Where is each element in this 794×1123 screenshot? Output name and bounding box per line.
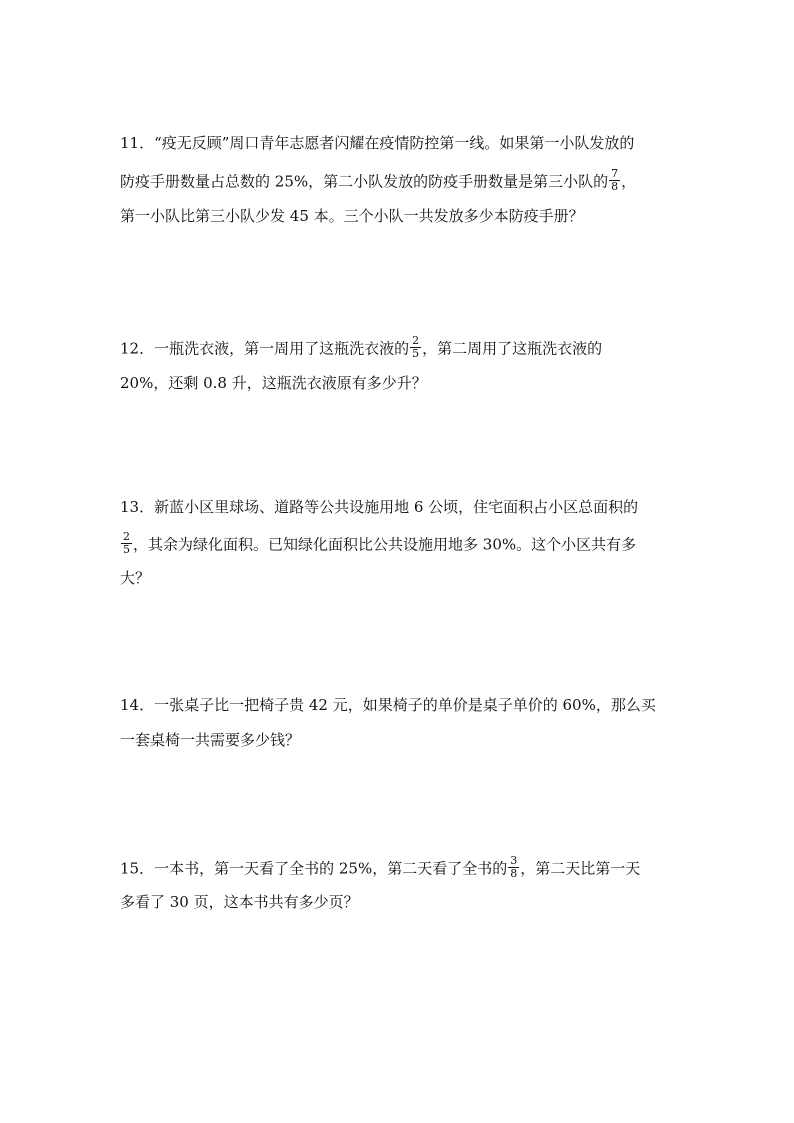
fraction: $\frac{2}{5}$ (123, 530, 130, 556)
question-12-line-1: 12．一瓶洗衣液，第一周用了这瓶洗衣液的 $\frac{2}{5}$ ，第二周用了这瓶洗衣液的 (120, 334, 603, 360)
question-11-line-2: 防疫手册数量占总数的 25%，第二小队发放的防疫手册数量是第三小队的 $\frac{7}{8}$ ， (120, 167, 637, 193)
question-14-line-2: 一套桌椅一共需要多少钱？ (120, 731, 301, 749)
question-number: 12． (120, 339, 155, 358)
question-number: 14． (120, 696, 155, 714)
question-13-line-2: $\frac{2}{5}$ ，其余为绿化面积。已知绿化面积比公共设施用地多 30%。这个小区共有多 (123, 530, 637, 556)
question-number: 15． (120, 859, 155, 878)
fraction: $\frac{2}{5}$ (412, 334, 420, 360)
fraction: $\frac{7}{8}$ (611, 167, 619, 193)
question-15-line-2: 多看了 30 页，这本书共有多少页？ (120, 893, 359, 911)
question-number: 11． (120, 134, 155, 152)
question-13-line-3: 大？ (120, 569, 151, 587)
question-14-line-1: 14．一张桌子比一把椅子贵 42 元，如果椅子的单价是桌子单价的 60%，那么买 (120, 696, 656, 714)
question-15-line-1: 15．一本书，第一天看了全书的 25%，第二天看了全书的 $\frac{3}{8}$ ，第二天比第一天 (120, 854, 641, 880)
fraction: $\frac{3}{8}$ (510, 854, 518, 880)
question-12-line-2: 20%，还剩 0.8 升，这瓶洗衣液原有多少升？ (120, 374, 427, 392)
question-number: 13． (120, 498, 155, 516)
question-11-line-3: 第一小队比第三小队少发 45 本。三个小队一共发放多少本防疫手册？ (120, 207, 584, 225)
question-11-line-1: 11．“疫无反顾”周口青年志愿者闪耀在疫情防控第一线。如果第一小队发放的 (120, 134, 635, 152)
question-13-line-1: 13．新蓝小区里球场、道路等公共设施用地 6 公顷，住宅面积占小区总面积的 (120, 498, 639, 516)
